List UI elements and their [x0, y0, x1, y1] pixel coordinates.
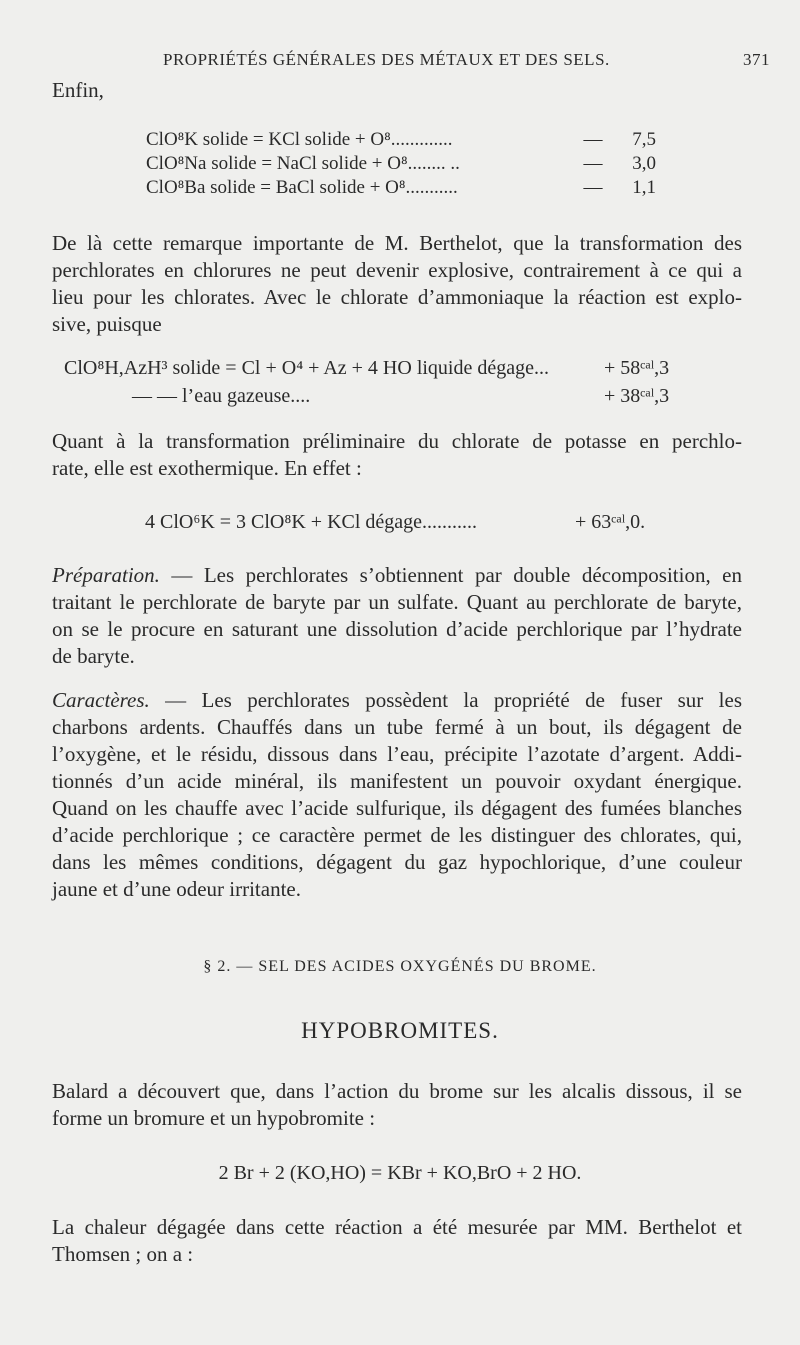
text-line: De là cette remarque importante de M. Berthelot, que la transformation des	[52, 231, 742, 255]
reaction-value: 1,1	[632, 177, 656, 198]
text-line: d’acide perchlorique ; ce caractère permet de les distinguer des chlorates, qui,	[52, 823, 742, 847]
reaction-sign: —	[583, 129, 603, 150]
text-line: on se le procure en saturant une dissolution d’acide perchlorique par l’hydrate	[52, 617, 742, 641]
section-heading: § 2. — SEL DES ACIDES OXYGÉNÉS DU BROME.	[203, 958, 597, 975]
reaction-formula: ClO⁸Na solide = NaCl solide + O⁸........ ..	[146, 153, 460, 174]
text-line: perchlorates en chlorures ne peut devenir explosive, contrairement à ce qui a	[52, 258, 742, 282]
reaction-row	[64, 382, 714, 410]
text-line: Quant à la transformation préliminaire du chlorate de potasse en perchlo-	[52, 429, 742, 453]
reaction-row	[64, 354, 714, 382]
ammonium-reaction-block	[64, 354, 714, 410]
paragraph-caracteres	[52, 687, 742, 903]
text-line: lieu pour les chlorates. Avec le chlorate d’ammoniaque la réaction est explo-	[52, 285, 742, 309]
text-line: tionnés d’un acide minéral, ils manifestent un pouvoir oxydant énergique.	[52, 769, 742, 793]
text-line: l’oxygène, et le résidu, dissous dans l’eau, précipite l’azotate d’argent. Addi-	[52, 742, 742, 766]
running-title: PROPRIÉTÉS GÉNÉRALES DES MÉTAUX ET DES SELS.	[163, 50, 610, 69]
page-number: 371	[743, 50, 770, 69]
reaction-rhs: + 38ᶜᵃˡ,3	[604, 385, 670, 407]
text-line: jaune et d’une odeur irritante.	[52, 877, 301, 901]
reaction-formula: ClO⁸Ba solide = BaCl solide + O⁸...........	[146, 177, 458, 198]
reaction-sign: —	[583, 153, 603, 174]
text-run: — Les perchlorates possèdent la propriété de fuser sur les	[149, 688, 742, 712]
reaction-lhs: — — l’eau gazeuse....	[132, 385, 311, 407]
chlorate-reaction	[145, 508, 705, 536]
bromine-reaction: 2 Br + 2 (KO,HO) = KBr + KO,BrO + 2 HO.	[218, 1162, 582, 1184]
text-line: sive, puisque	[52, 312, 162, 336]
reaction-rhs: + 63ᶜᵃˡ,0.	[575, 511, 646, 533]
reaction-sign: —	[583, 177, 603, 198]
perchlorate-decomposition-table	[146, 128, 656, 200]
paragraph-transformation	[52, 428, 742, 482]
paragraph-balard	[52, 1078, 742, 1132]
reaction-rhs: + 58ᶜᵃˡ,3	[604, 357, 670, 379]
text-line: charbons ardents. Chauffés dans un tube fermé à un bout, ils dégagent de	[52, 715, 742, 739]
text-line	[52, 687, 742, 714]
caracteres-lead: Caractères.	[52, 688, 150, 712]
text-line	[52, 562, 742, 589]
enfin-text: Enfin,	[52, 78, 104, 102]
reaction-row	[146, 176, 656, 200]
text-line: Thomsen ; on a :	[52, 1242, 194, 1266]
section-title: HYPOBROMITES.	[301, 1018, 499, 1043]
preparation-lead: Préparation.	[52, 563, 160, 587]
reaction-formula: ClO⁸K solide = KCl solide + O⁸.............	[146, 129, 453, 150]
reaction-lhs: ClO⁸H,AzH³ solide = Cl + O⁴ + Az + 4 HO liquide dégage...	[64, 357, 549, 379]
text-line: de baryte.	[52, 644, 135, 668]
paragraph-berthelot	[52, 230, 742, 338]
text-line: dans les mêmes conditions, dégagent du gaz hypochlorique, d’une couleur	[52, 850, 742, 874]
reaction-value: 7,5	[632, 129, 656, 150]
text-line: Quand on les chauffe avec l’acide sulfurique, ils dégagent des fumées blanches	[52, 796, 742, 820]
paragraph-preparation	[52, 562, 742, 670]
reaction-lhs: 4 ClO⁶K = 3 ClO⁸K + KCl dégage...........	[145, 511, 478, 533]
text-run: — Les perchlorates s’obtiennent par double décomposition, en	[159, 563, 742, 587]
reaction-row	[146, 152, 656, 176]
text-line: traitant le perchlorate de baryte par un sulfate. Quant au perchlorate de baryte,	[52, 590, 742, 614]
text-line: forme un bromure et un hypobromite :	[52, 1106, 376, 1130]
reaction-row	[145, 508, 705, 536]
paragraph-chaleur	[52, 1214, 742, 1268]
reaction-row	[146, 128, 656, 152]
text-line: rate, elle est exothermique. En effet :	[52, 456, 362, 480]
text-line: Balard a découvert que, dans l’action du brome sur les alcalis dissous, il se	[52, 1079, 742, 1103]
reaction-value: 3,0	[632, 153, 656, 174]
text-line: La chaleur dégagée dans cette réaction a été mesurée par MM. Berthelot et	[52, 1215, 742, 1239]
